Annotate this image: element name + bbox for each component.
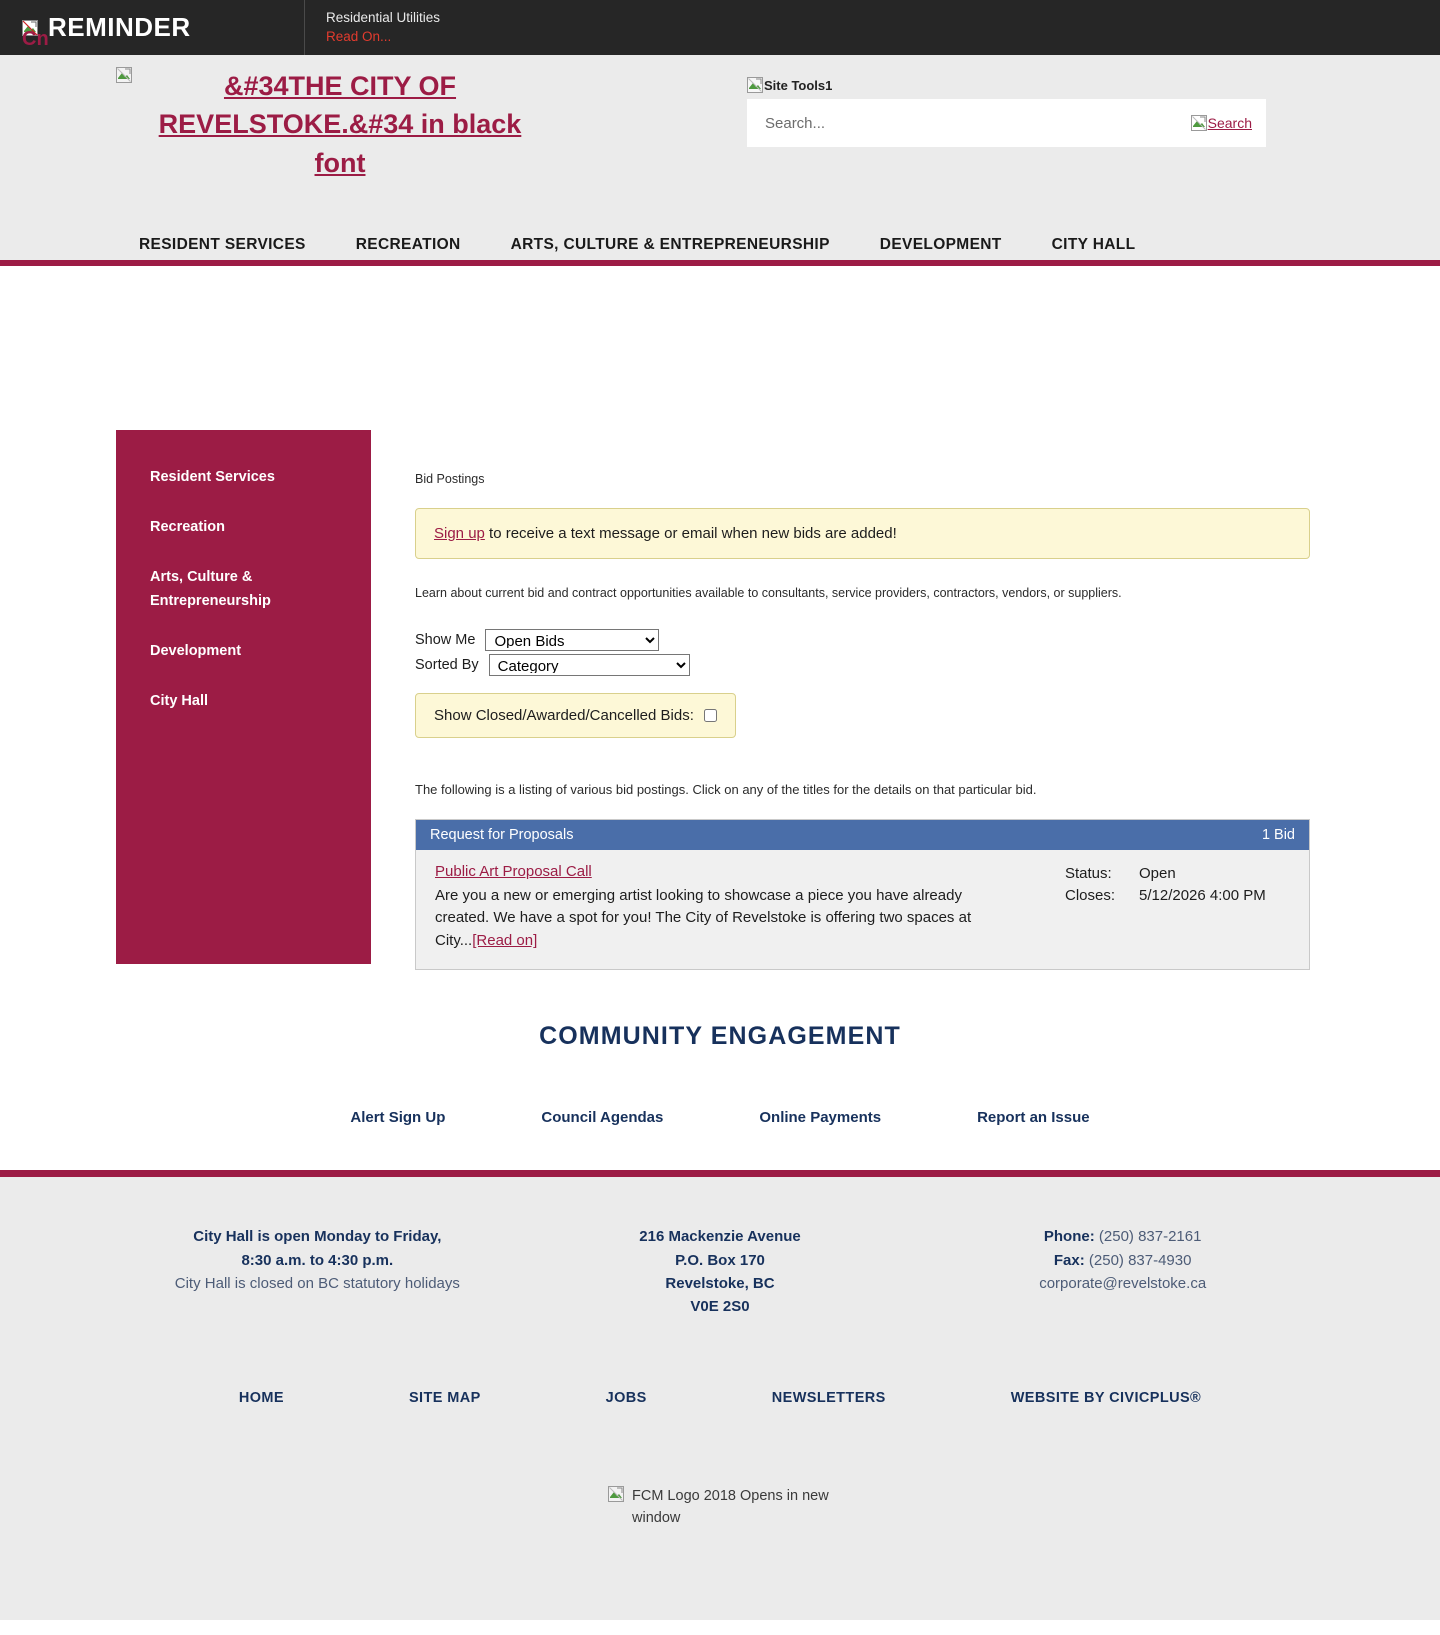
- footer-contact-column: [921, 1225, 1324, 1318]
- nav-item-development[interactable]: DEVELOPMENT: [879, 236, 1002, 253]
- search-bar: [747, 99, 1266, 147]
- footer-logo-block[interactable]: [0, 1406, 1440, 1620]
- bid-description-text: Are you a new or emerging artist looking to showcase a piece you have already created. We have a spot for you! The City of Revelstoke is offering two spaces at City...: [435, 886, 972, 950]
- site-header: [0, 55, 1440, 260]
- footer-nav-home[interactable]: HOME: [238, 1390, 284, 1407]
- bid-row-main: [435, 863, 1045, 954]
- footer-address-line-1: 216 Mackenzie Avenue: [639, 1228, 801, 1246]
- footer-hours-column: [116, 1225, 519, 1318]
- filter-row-sorted-by: [415, 654, 1310, 676]
- sidebar-item-recreation[interactable]: Recreation: [150, 519, 225, 536]
- site-tools-broken-image-icon: [747, 77, 763, 93]
- fcm-logo-broken-image-icon: [608, 1486, 624, 1502]
- alert-read-on-link[interactable]: Read On...: [326, 28, 392, 44]
- bid-closes-label: Closes:: [1065, 887, 1116, 905]
- sidebar-item-development[interactable]: Development: [150, 642, 242, 659]
- bid-group-count: 1 Bid: [1261, 826, 1295, 843]
- quick-link-online-payments[interactable]: Online Payments: [759, 1109, 882, 1127]
- footer-fax-value: (250) 837-4930: [1084, 1251, 1192, 1269]
- bid-closes-value: 5/12/2026 4:00 PM: [1139, 887, 1266, 905]
- footer-fax-label: Fax:: [1053, 1251, 1085, 1269]
- show-closed-bids-label: Show Closed/Awarded/Cancelled Bids:: [434, 706, 694, 724]
- filter-controls: [415, 629, 1310, 676]
- site-tools-block: [747, 77, 1266, 147]
- main-navigation: [0, 230, 1440, 260]
- listing-intro: The following is a listing of various bid postings. Click on any of the titles for the details on that particular bid.: [415, 781, 1037, 797]
- search-submit-link[interactable]: [1191, 115, 1252, 131]
- community-engagement-title: COMMUNITY ENGAGEMENT: [539, 1022, 901, 1051]
- signup-link[interactable]: Sign up: [434, 525, 485, 542]
- signup-notice: [415, 508, 1310, 559]
- footer-nav-website-by-civicplus[interactable]: WEBSITE BY CIVICPLUS®: [1010, 1390, 1202, 1407]
- footer-address-line-3: Revelstoke, BC: [665, 1274, 775, 1292]
- alert-message-block: [305, 0, 440, 55]
- search-button-label: Search: [1207, 115, 1252, 131]
- sidebar-item-resident-services[interactable]: Resident Services: [150, 469, 275, 485]
- bid-title-link[interactable]: Public Art Proposal Call: [435, 862, 592, 880]
- footer-nav-site-map[interactable]: SITE MAP: [408, 1390, 481, 1407]
- sidebar-item-arts-culture-entrepreneurship[interactable]: Arts, Culture & Entrepreneurship: [150, 569, 271, 609]
- bid-closes-line: [1065, 885, 1295, 908]
- sorted-by-label: Sorted By: [415, 656, 479, 673]
- search-input[interactable]: [763, 114, 1191, 133]
- community-engagement-section: [0, 970, 1440, 1170]
- footer-email-link[interactable]: corporate@revelstoke.ca: [1039, 1274, 1207, 1292]
- quick-link-report-an-issue[interactable]: Report an Issue: [977, 1109, 1090, 1127]
- footer-address-column: [519, 1225, 922, 1318]
- alert-bar: [0, 0, 1440, 55]
- breadcrumb: Bid Postings: [415, 472, 485, 486]
- show-closed-bids-box: [415, 693, 736, 738]
- show-me-select[interactable]: [485, 629, 659, 651]
- search-broken-image-icon: [1191, 115, 1207, 131]
- bid-row-meta: [1065, 863, 1295, 954]
- nav-item-city-hall[interactable]: CITY HALL: [1051, 236, 1136, 253]
- quick-link-council-agendas[interactable]: Council Agendas: [541, 1109, 664, 1127]
- alert-brand-title: REMINDER: [48, 12, 191, 42]
- signup-notice-text: to receive a text message or email when new bids are added!: [484, 525, 897, 542]
- quick-links: [0, 1051, 1440, 1170]
- sidebar-item-city-hall[interactable]: City Hall: [150, 692, 209, 709]
- site-tools-label: Site Tools1: [764, 77, 833, 93]
- show-me-label: Show Me: [415, 631, 476, 648]
- show-closed-bids-checkbox[interactable]: [704, 709, 717, 722]
- bid-read-on-link[interactable]: [Read on]: [472, 932, 538, 950]
- bid-description: [435, 885, 1010, 954]
- alert-logo-alt-text: Cn: [22, 28, 49, 50]
- footer-address-line-4: V0E 2S0: [690, 1298, 750, 1316]
- main-content: [371, 430, 1440, 970]
- nav-item-arts-culture-entrepreneurship[interactable]: ARTS, CULTURE & ENTREPRENEURSHIP: [510, 236, 830, 253]
- bid-status-label: Status:: [1065, 864, 1112, 882]
- footer-phone-value[interactable]: (250) 837-2161: [1094, 1228, 1202, 1246]
- footer-divider: [0, 1170, 1440, 1177]
- quick-link-alert-sign-up[interactable]: Alert Sign Up: [350, 1109, 446, 1127]
- table-row: [416, 850, 1309, 970]
- footer-nav-newsletters[interactable]: NEWSLETTERS: [771, 1390, 886, 1407]
- site-title-link[interactable]: &#34THE CITY OF REVELSTOKE.&#34 in black font: [158, 71, 522, 178]
- bid-group-header: [416, 820, 1309, 850]
- footer-phone-label: Phone:: [1043, 1228, 1095, 1246]
- sorted-by-select[interactable]: [489, 654, 690, 676]
- section-sidebar: [116, 430, 371, 964]
- footer-hours-line-1: City Hall is open Monday to Friday,: [193, 1228, 442, 1246]
- site-logo-block: [116, 67, 526, 182]
- site-tools-label-row: [747, 77, 1266, 93]
- bid-status-line: [1065, 863, 1295, 886]
- footer-address-line-2: P.O. Box 170: [675, 1251, 765, 1269]
- alert-brand-block: [0, 0, 305, 55]
- footer-navigation: [0, 1318, 1440, 1406]
- bid-status-value: Open: [1139, 864, 1176, 882]
- site-logo-broken-image-icon: [116, 67, 132, 83]
- filter-row-show-me: [415, 629, 1310, 651]
- nav-item-resident-services[interactable]: RESIDENT SERVICES: [139, 236, 306, 253]
- bid-group-category: Request for Proposals: [430, 826, 574, 843]
- lead-paragraph: Learn about current bid and contract opportunities available to consultants, service providers, contractors, vendors, or suppliers.: [415, 586, 1122, 600]
- footer-nav-jobs[interactable]: JOBS: [605, 1390, 647, 1407]
- page-body: [0, 266, 1440, 1170]
- site-footer: [0, 1177, 1440, 1620]
- footer-hours-line-2: 8:30 a.m. to 4:30 p.m.: [241, 1251, 394, 1269]
- nav-item-recreation[interactable]: RECREATION: [355, 236, 461, 253]
- footer-hours-line-3: City Hall is closed on BC statutory holidays: [174, 1274, 460, 1292]
- bid-listing-table: [415, 819, 1310, 971]
- alert-headline: Residential Utilities: [326, 9, 441, 25]
- fcm-logo-alt-text: FCM Logo 2018 Opens in new window: [632, 1488, 829, 1527]
